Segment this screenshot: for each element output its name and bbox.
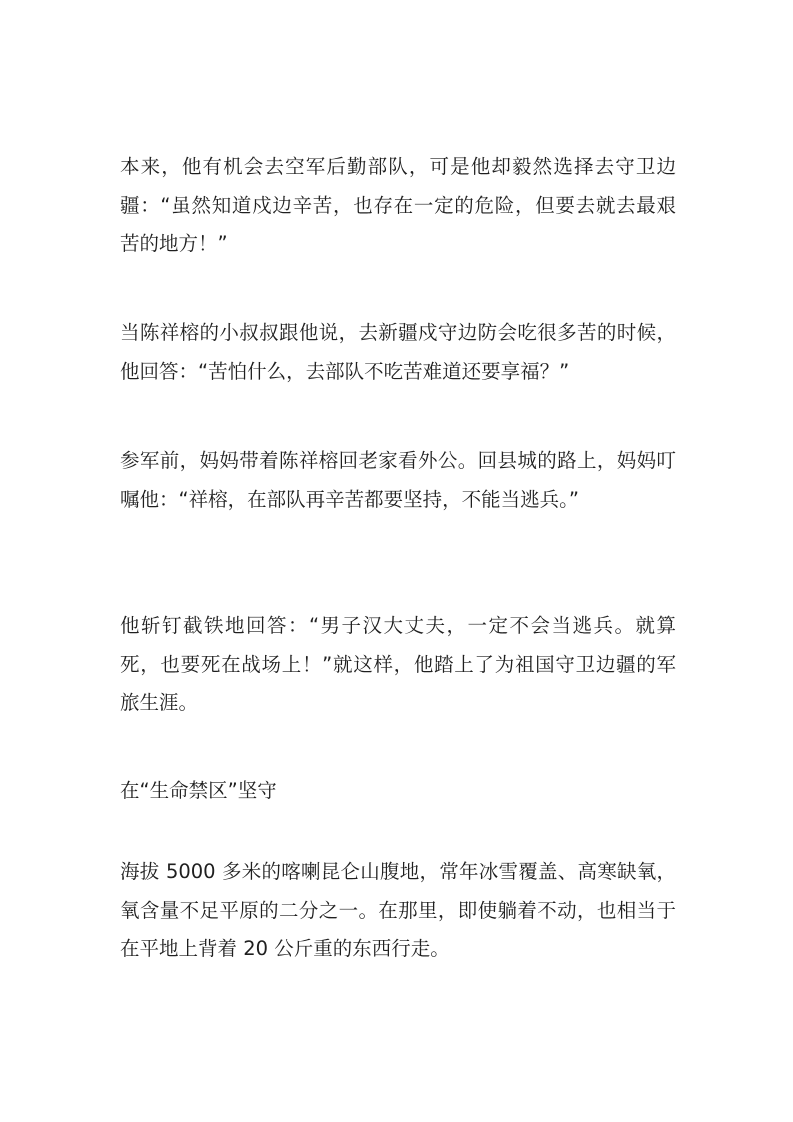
paragraph-mother-advice: 参军前，妈妈带着陈祥榕回老家看外公。回县城的路上，妈妈叮嘱他：“祥榕，在部队再辛苦都要坚持，不能当逃兵。” [120,449,676,511]
paragraph-karakoram-conditions: 海拔 5000 多米的喀喇昆仑山腹地，常年冰雪覆盖、高寒缺氧，氧含量不足平原的二分之一。在那里，即使躺着不动，也相当于在平地上背着 20 公斤重的东西行走。 [120,860,676,960]
paragraph-uncle-conversation: 当陈祥榕的小叔叔跟他说，去新疆戍守边防会吃很多苦的时候，他回答：“苦怕什么，去部队不吃苦难道还要享福？” [120,321,676,383]
section-heading: 在“生命禁区”坚守 [120,779,277,802]
paragraph-choice-of-border: 本来，他有机会去空军后勤部队，可是他却毅然选择去守卫边疆：“虽然知道戍边辛苦，也存在一定的危险，但要去就去最艰苦的地方！” [120,155,676,255]
paragraph-reply-to-mother: 他斩钉截铁地回答：“男子汉大丈夫，一定不会当逃兵。就算死，也要死在战场上！”就这样，他踏上了为祖国守卫边疆的军旅生涯。 [120,614,676,714]
